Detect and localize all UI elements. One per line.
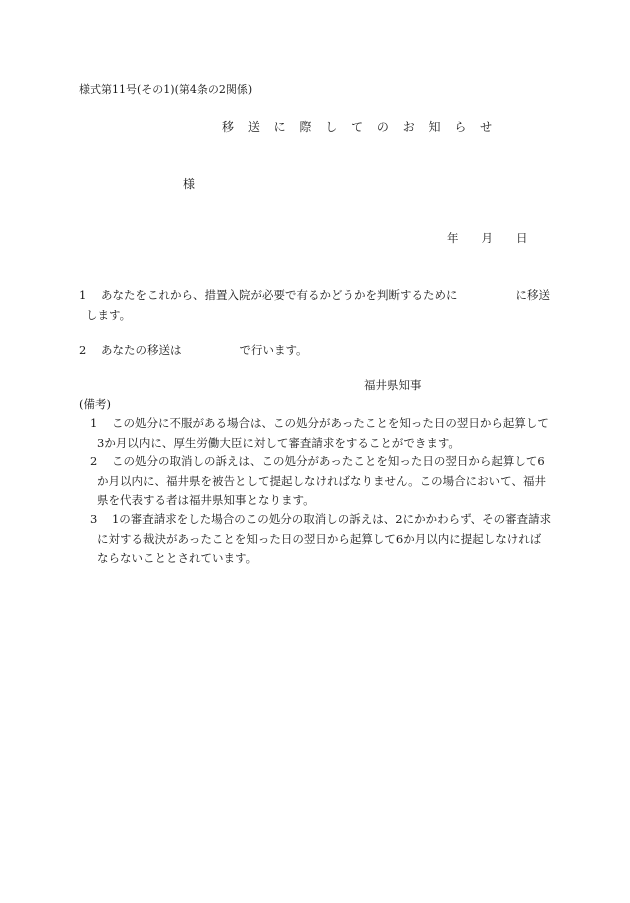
date-month: 月 (481, 231, 493, 245)
note-line: 1の審査請求をした場合のこの処分の取消しの訴えは、2にかかわらず、その審査請求 (111, 512, 552, 526)
item-text-continued: します。 (86, 308, 132, 322)
note-line: に対する裁決があったことを知った日の翌日から起算して6か月以内に提起しなければ (97, 531, 542, 546)
document-title: 移 送 に 際 し て の お 知 ら せ (222, 120, 498, 134)
date-day: 日 (516, 231, 528, 245)
item-number: 1 (79, 288, 87, 302)
note-line: 県を代表する者は福井県知事となります。 (97, 493, 315, 507)
item-text-after: に移送 (515, 288, 550, 302)
note-line: 3か月以内に、厚生労働大臣に対して審査請求をすることができます。 (97, 435, 460, 450)
item-1 (79, 285, 559, 325)
note-line: ならないこととされています。 (97, 551, 258, 565)
note-number: 2 (90, 454, 98, 468)
remarks-heading: (備考) (79, 397, 111, 411)
issuing-authority: 福井県知事 (364, 378, 422, 392)
note-line: この処分の取消しの訴えは、この処分があったことを知った日の翌日から起算して6 (111, 454, 545, 468)
addressee-suffix: 様 (183, 177, 196, 191)
item-text: あなたをこれから、措置入院が必要で有るかどうかを判断するために (100, 288, 458, 302)
item-text-after: で行います。 (239, 343, 308, 357)
date-year: 年 (447, 231, 459, 245)
remark-note-3 (90, 510, 560, 569)
note-number: 3 (90, 512, 98, 526)
item-2 (79, 340, 308, 360)
remark-note-1 (90, 414, 560, 453)
item-text: あなたの移送は (100, 343, 182, 357)
item-number: 2 (79, 343, 87, 357)
note-line: この処分に不服がある場合は、この処分があったことを知った日の翌日から起算して (111, 416, 549, 430)
note-line: か月以内に、福井県を被告として提起しなければなりません。この場合において、福井 (97, 473, 546, 488)
remark-note-2 (90, 452, 560, 511)
form-number: 様式第11号(その1)(第4条の2関係) (79, 83, 253, 96)
note-number: 1 (90, 416, 98, 430)
date-line (447, 230, 528, 246)
